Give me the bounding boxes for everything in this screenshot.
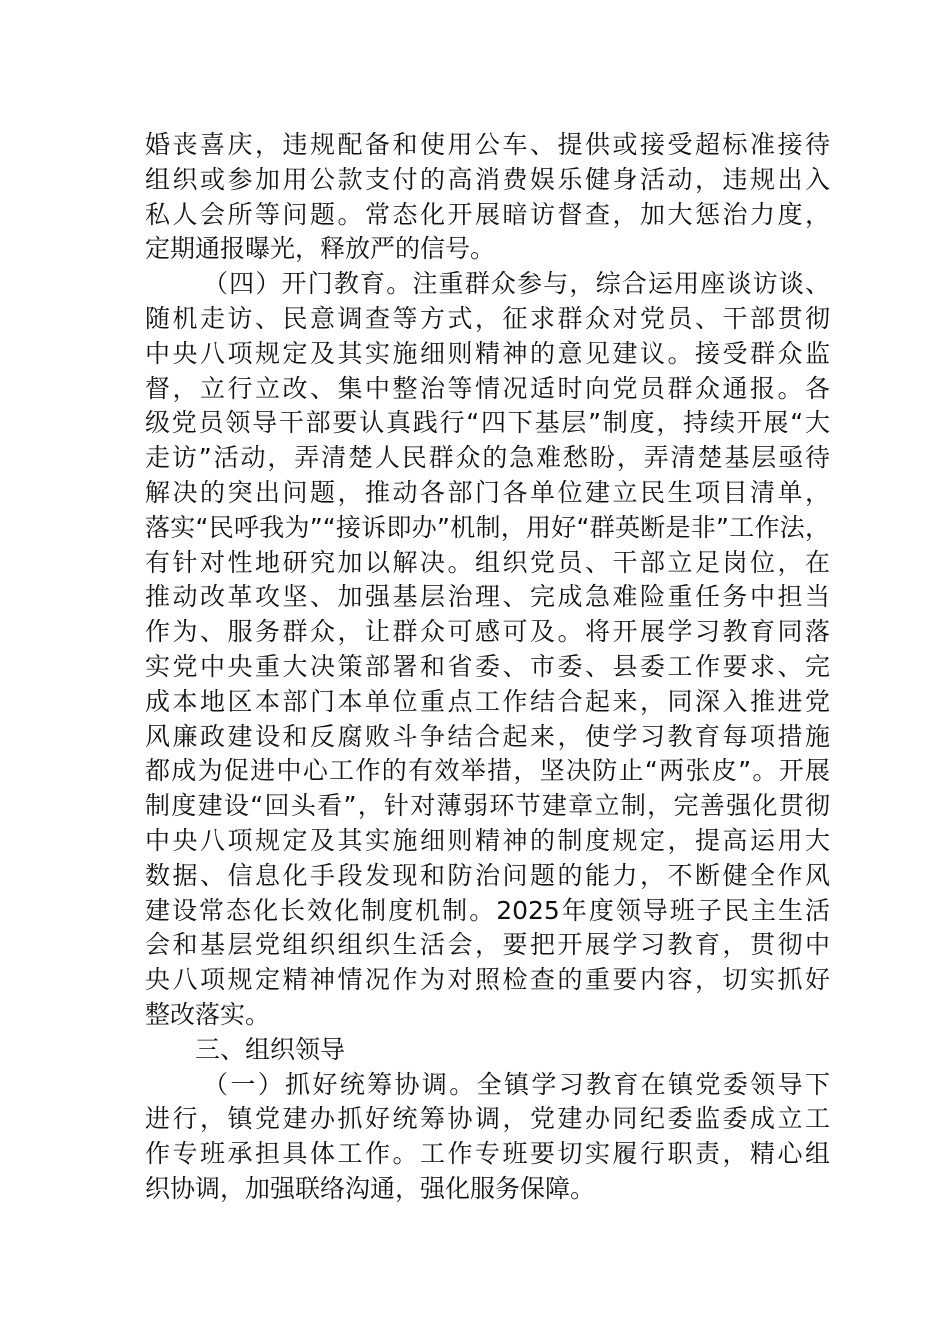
text-line: 走访”活动，弄清楚人民群众的急难愁盼，弄清楚基层亟待 [145,443,830,473]
text-line: 随机走访、民意调查等方式，征求群众对党员、干部贯彻 [145,303,830,333]
text-line: 数据、信息化手段发现和防治问题的能力，不断健全作风 [145,860,830,890]
text-line: 建设常态化长效化制度机制。2025年度领导班子民主生活 [145,895,830,925]
text-line: 整改落实。 [145,999,271,1029]
section-heading: 三、组织领导 [195,1034,346,1064]
text-line: 作专班承担具体工作。工作专班要切实履行职责，精心组 [145,1139,830,1169]
text-line: 有针对性地研究加以解决。组织党员、干部立足岗位，在 [145,547,830,577]
body-text [145,128,830,1207]
text-line: 风廉政建设和反腐败斗争结合起来，使学习教育每项措施 [145,721,830,751]
text-line: 定期通报曝光，释放严的信号。 [145,234,496,264]
text-line: 织协调，加强联络沟通，强化服务保障。 [145,1173,596,1203]
text-line: 都成为促进中心工作的有效举措，坚决防止“两张皮”。开展 [145,756,830,786]
text-line: 督，立行立改、集中整治等情况适时向党员群众通报。各 [145,373,830,403]
text-line: 婚丧喜庆，违规配备和使用公车、提供或接受超标准接待 [145,130,830,159]
text-line: 进行，镇党建办抓好统筹协调，党建办同纪委监委成立工 [145,1104,830,1134]
text-line: 私人会所等问题。常态化开展暗访督查，加大惩治力度， [145,199,830,229]
text-line: 级党员领导干部要认真践行“四下基层”制度，持续开展“大 [145,408,830,438]
text-line: 推动改革攻坚、加强基层治理、完成急难险重任务中担当 [145,582,830,612]
text-line: 组织或参加用公款支付的高消费娱乐健身活动，违规出入 [145,164,830,194]
text-line: 中央八项规定及其实施细则精神的意见建议。接受群众监 [145,338,830,368]
text-line: 制度建设“回头看”，针对薄弱环节建章立制，完善强化贯彻 [145,791,830,821]
text-line-paragraph-start: （一）抓好统筹协调。全镇学习教育在镇党委领导下 [203,1069,830,1099]
text-line: 实党中央重大决策部署和省委、市委、县委工作要求、完 [145,651,830,681]
text-line: 中央八项规定及其实施细则精神的制度规定，提高运用大 [145,825,830,855]
text-line: 央八项规定精神情况作为对照检查的重要内容，切实抓好 [145,965,830,995]
text-line: 成本地区本部门本单位重点工作结合起来，同深入推进党 [145,686,830,716]
text-line: 落实“民呼我为”“接诉即办”机制，用好“群英断是非”工作法， [145,512,830,542]
text-line-paragraph-start: （四）开门教育。注重群众参与，综合运用座谈访谈、 [203,269,830,299]
text-line: 会和基层党组织组织生活会，要把开展学习教育，贯彻中 [145,930,830,960]
text-line: 作为、服务群众，让群众可感可及。将开展学习教育同落 [145,617,830,647]
text-line: 解决的突出问题，推动各部门各单位建立民生项目清单， [145,477,830,507]
